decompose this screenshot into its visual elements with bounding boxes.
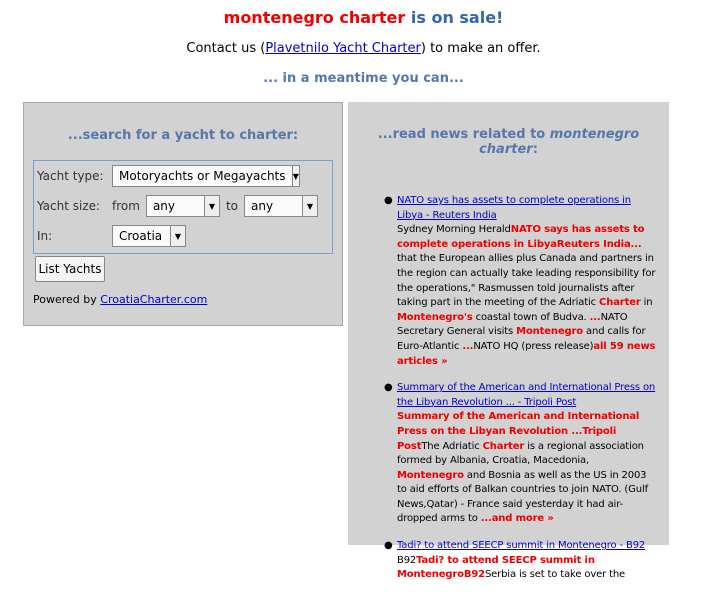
- bullet-icon: ●: [384, 540, 393, 552]
- more-news-link[interactable]: ...and more »: [480, 513, 554, 525]
- search-title: ...search for a yacht to charter:: [67, 128, 299, 143]
- news-text: NATO Secretary General visits: [397, 311, 628, 338]
- news-link[interactable]: Summary of the American and International Press on the Libyan Revolution ... - Tripoli Post: [397, 382, 656, 408]
- news-list: [348, 194, 669, 595]
- chevron-down-icon: ▼: [302, 196, 317, 216]
- news-text: is a regional association formed by Albania, Croatia, Macedonia,: [397, 440, 644, 467]
- news-keyword: Charter: [599, 297, 641, 309]
- location-select[interactable]: [112, 225, 186, 247]
- news-text: NATO HQ (press release): [473, 340, 594, 352]
- list-yachts-button[interactable]: List Yachts: [35, 256, 105, 282]
- news-text: The Adriatic: [421, 440, 483, 452]
- size-to-select[interactable]: [244, 195, 318, 217]
- from-label: from: [112, 199, 140, 213]
- more-news-link[interactable]: all 59 news articles »: [397, 340, 656, 367]
- news-headline: Summary of the American and International Press on the Libyan Revolution ...Tripoli Post: [397, 411, 640, 452]
- contact-suffix: ) to make an offer.: [420, 41, 541, 56]
- news-headline: NATO says has assets to complete operations in LibyaReuters India...: [397, 224, 645, 250]
- search-form: [33, 160, 333, 254]
- news-title-prefix: ...read news related to: [377, 127, 550, 142]
- location-row: [37, 225, 186, 247]
- powered-by: [33, 293, 207, 306]
- news-text: coastal town of Budva.: [472, 311, 590, 323]
- size-from-select[interactable]: [146, 195, 220, 217]
- chevron-down-icon: ▼: [170, 226, 185, 246]
- contact-prefix: Contact us (: [186, 41, 266, 56]
- to-label: to: [225, 199, 238, 213]
- news-text: that the European allies plus Canada and partners in the region can actually take leading responsibility for the operations," Rasmussen told journalists after taking part in the meeting of the Adriatic: [397, 253, 656, 309]
- meantime-text: ... in a meantime you can...: [263, 71, 464, 86]
- news-text: and calls for Euro-Atlantic: [397, 326, 646, 352]
- news-keyword: Montenegro: [516, 326, 584, 338]
- list-item: [348, 539, 669, 583]
- news-title-em: montenegro charter: [479, 127, 640, 157]
- chevron-down-icon: ▼: [204, 196, 219, 216]
- yacht-type-row: [37, 165, 300, 187]
- news-text: Serbia is set to take over the: [484, 569, 626, 581]
- news-source: Sydney Morning Herald: [397, 224, 511, 236]
- page-headline: [0, 8, 727, 27]
- news-link[interactable]: Tadi? to attend SEECP summit in Montenegro - B92: [397, 540, 646, 552]
- news-headline: Tadi? to attend SEECP summit in MontenegroB92: [397, 554, 595, 581]
- list-item: [348, 194, 669, 369]
- size-to-value: any: [250, 199, 274, 213]
- location-value: Croatia: [119, 229, 163, 243]
- sale-text: is on sale!: [405, 8, 504, 27]
- chevron-down-icon: ▼: [292, 166, 299, 186]
- powered-prefix: Powered by: [33, 293, 101, 306]
- yacht-type-label: Yacht type:: [37, 169, 104, 183]
- yacht-type-select[interactable]: [112, 165, 300, 187]
- bullet-icon: ●: [384, 195, 393, 206]
- news-text: and Bosnia as well as the US in 2003 to aid efforts of Balkan countries to join NATO. (Gulf News,Qatar) - France said yesterday it had air-dropped arms to: [397, 469, 648, 525]
- news-keyword: Montenegro: [397, 469, 464, 481]
- news-title-suffix: :: [532, 142, 538, 157]
- news-text: in: [640, 297, 653, 309]
- news-panel: [348, 102, 669, 581]
- list-item: [348, 381, 669, 527]
- yacht-size-row: [37, 195, 318, 217]
- news-title: [348, 127, 669, 157]
- news-link[interactable]: NATO says has assets to complete operations in Libya - Reuters India: [397, 195, 631, 221]
- contact-line: [0, 41, 727, 56]
- brand-name: montenegro charter: [223, 8, 406, 27]
- news-keyword: Charter: [482, 440, 525, 452]
- bullet-icon: ●: [384, 382, 393, 394]
- size-from-value: any: [152, 199, 175, 213]
- search-panel: [23, 102, 343, 326]
- location-label: In:: [37, 229, 53, 243]
- news-keyword: ...: [589, 311, 601, 323]
- yacht-type-value: Motoryachts or Megayachts: [119, 169, 286, 183]
- contact-link[interactable]: Plavetnilo Yacht Charter: [265, 41, 421, 56]
- news-source: B92: [397, 554, 417, 566]
- powered-link[interactable]: CroatiaCharter.com: [100, 293, 208, 306]
- yacht-size-label: Yacht size:: [37, 199, 101, 213]
- news-keyword: Montenegro's: [397, 311, 473, 323]
- news-keyword: ...: [462, 340, 474, 352]
